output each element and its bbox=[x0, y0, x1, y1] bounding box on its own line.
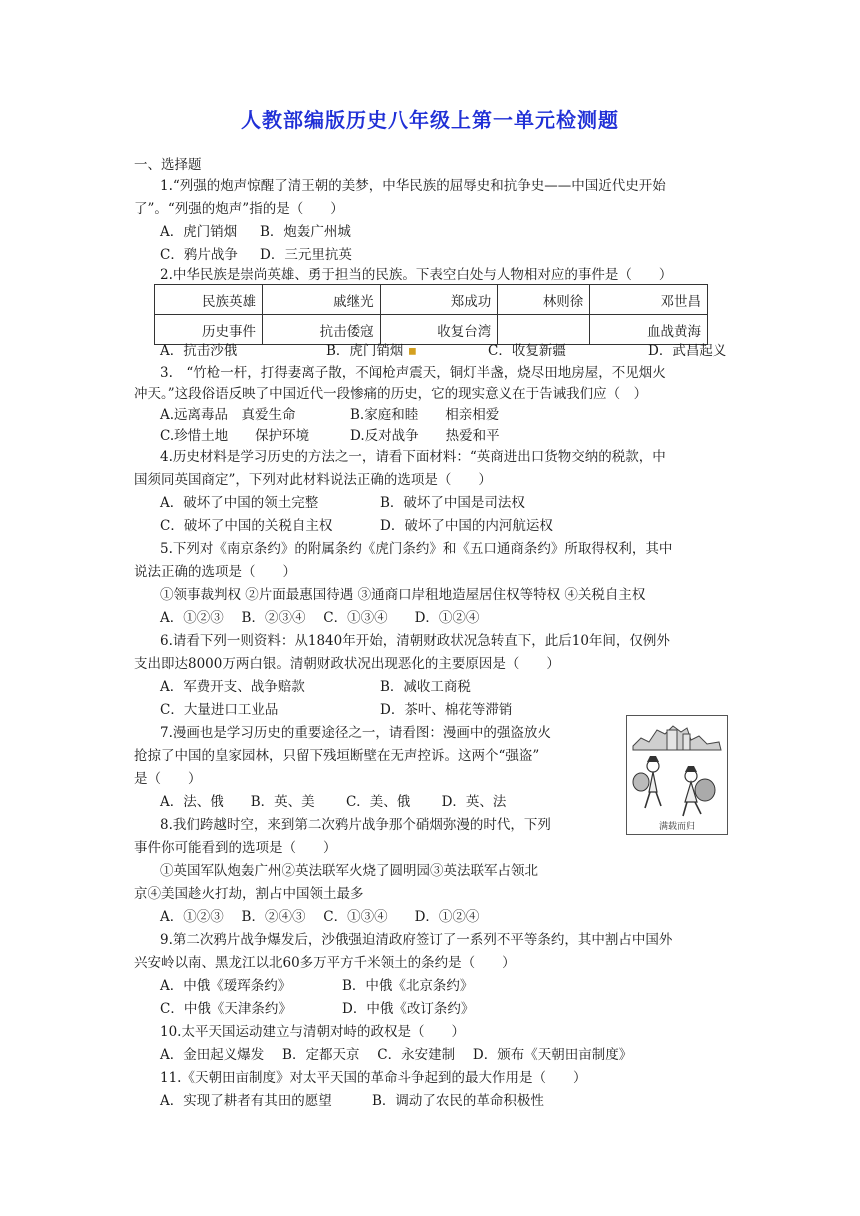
table-cell: 血战黄海 bbox=[590, 315, 708, 345]
question-11-stem: 11.《天朝田亩制度》对太平天国的革命斗争起到的最大作用是（ ） bbox=[160, 1070, 587, 1086]
question-11-options bbox=[160, 1092, 544, 1110]
question-4-stem-cont: 国须同英国商定”，下列对此材料说法正确的选项是（ ） bbox=[134, 472, 492, 488]
question-5-items: ①领事裁判权 ②片面最惠国待遇 ③通商口岸租地造屋居住权等特权 ④关税自主权 bbox=[160, 587, 646, 603]
question-4-stem: 4.历史材料是学习历史的方法之一，请看下面材料：“英商进出口货物交纳的税款，中 bbox=[160, 449, 666, 465]
q4-option-b[interactable]: B．破坏了中国是司法权 bbox=[380, 495, 525, 511]
q9-option-d[interactable]: D．中俄《改订条约》 bbox=[342, 1001, 475, 1017]
question-1-stem-cont: 了”。“列强的炮声”指的是（ ） bbox=[134, 201, 344, 217]
q6-option-c[interactable]: C．大量进口工业品 bbox=[160, 702, 279, 718]
question-3-options-row1 bbox=[160, 406, 499, 424]
table-cell: 民族英雄 bbox=[155, 285, 263, 315]
q6-option-d[interactable]: D．茶叶、棉花等滞销 bbox=[380, 702, 513, 718]
q11-option-a[interactable]: A．实现了耕者有其田的愿望 bbox=[160, 1093, 332, 1109]
table-row bbox=[155, 285, 708, 315]
cartoon-caption: 满载而归 bbox=[658, 822, 696, 832]
table-cell: 郑成功 bbox=[380, 285, 498, 315]
table-cell: 邓世昌 bbox=[590, 285, 708, 315]
question-9-options-row1 bbox=[160, 977, 473, 995]
question-9-options-row2 bbox=[160, 1000, 474, 1018]
q2-option-b[interactable] bbox=[326, 342, 488, 360]
question-5-options[interactable]: A．①②③ B．②③④ C．①③④ D．①②④ bbox=[160, 610, 480, 626]
q3-option-c[interactable]: C.珍惜土地 保护环境 bbox=[160, 428, 310, 444]
question-3-stem: 3. “竹枪一杆，打得妻离子散，不闻枪声震天，铜灯半盏，烧尽田地房屋，不见烟火 bbox=[160, 365, 666, 381]
q3-option-d[interactable]: D.反对战争 热爱和平 bbox=[350, 428, 500, 444]
q2-option-b-label: B．虎门销烟 bbox=[326, 343, 404, 359]
q9-option-c[interactable]: C．中俄《天津条约》 bbox=[160, 1001, 292, 1017]
question-8-options[interactable]: A．①②③ B．②④③ C．①③④ D．①②④ bbox=[160, 909, 480, 925]
question-2-options bbox=[160, 342, 726, 360]
q4-option-a[interactable]: A．破坏了中国的领土完整 bbox=[160, 495, 319, 511]
q2-option-d[interactable]: D．武昌起义 bbox=[648, 343, 727, 359]
q1-option-d[interactable]: D．三元里抗英 bbox=[260, 247, 352, 263]
question-1-options-row1 bbox=[160, 223, 351, 241]
question-8-items: ①英国军队炮轰广州②英法联军火烧了圆明园③英法联军占领北 bbox=[160, 863, 538, 879]
question-6-stem: 6.请看下列一则资料：从1840年开始，清朝财政状况急转直下，此后10年间，仅例外 bbox=[160, 633, 670, 649]
q3-option-b[interactable]: B.家庭和睦 相亲相爱 bbox=[350, 407, 500, 423]
table-row bbox=[155, 315, 708, 345]
q1-option-a[interactable]: A．虎门销烟 bbox=[160, 224, 238, 240]
q2-option-c[interactable]: C．收复新疆 bbox=[488, 343, 566, 359]
question-6-stem-cont: 支出即达8000万两白银。清朝财政状况出现恶化的主要原因是（ ） bbox=[134, 656, 560, 672]
table-cell: 历史事件 bbox=[155, 315, 263, 345]
question-1-options-row2 bbox=[160, 246, 352, 264]
q9-option-b[interactable]: B．中俄《北京条约》 bbox=[342, 978, 474, 994]
table-cell: 收复台湾 bbox=[380, 315, 498, 345]
q2-option-a[interactable]: A．抗击沙俄 bbox=[160, 343, 238, 359]
q4-option-c[interactable]: C．破坏了中国的关税自主权 bbox=[160, 518, 333, 534]
question-6-options-row2 bbox=[160, 701, 512, 719]
cartoon-image bbox=[626, 715, 728, 835]
question-4-options-row2 bbox=[160, 517, 553, 535]
page-title: 人教部编版历史八年级上第一单元检测题 bbox=[241, 108, 619, 132]
question-1-stem: 1.“列强的炮声惊醒了清王朝的美梦，中华民族的屈辱史和抗争史——中国近代史开始 bbox=[160, 178, 666, 194]
question-5-stem: 5.下列对《南京条约》的附属条约《虎门条约》和《五口通商条约》所取得权利，其中 bbox=[160, 541, 673, 557]
question-7-options[interactable]: A．法、俄 B．英、美 C．美、俄 D．英、法 bbox=[160, 794, 507, 810]
marker-dot-icon: ▪ bbox=[407, 343, 417, 359]
question-3-options-row2 bbox=[160, 427, 500, 445]
question-7-stem: 7.漫画也是学习历史的重要途径之一，请看图：漫画中的强盗放火 bbox=[160, 725, 551, 741]
question-3-stem-cont: 冲天。”这段俗语反映了中国近代一段惨痛的历史，它的现实意义在于告诫我们应（ ） bbox=[134, 386, 648, 402]
q6-option-b[interactable]: B．减收工商税 bbox=[380, 679, 471, 695]
question-8-stem: 8.我们跨越时空，来到第二次鸦片战争那个硝烟弥漫的时代，下列 bbox=[160, 817, 551, 833]
hero-event-table bbox=[154, 284, 708, 345]
q3-option-a[interactable]: A.远离毒品 真爱生命 bbox=[160, 407, 296, 423]
section-heading: 一、选择题 bbox=[134, 157, 202, 173]
q6-option-a[interactable]: A．军费开支、战争赔款 bbox=[160, 679, 305, 695]
question-2-stem: 2.中华民族是崇尚英雄、勇于担当的民族。下表空白处与人物相对应的事件是（ ） bbox=[160, 267, 673, 283]
q11-option-b[interactable]: B．调动了农民的革命积极性 bbox=[372, 1093, 544, 1109]
table-cell: 戚继光 bbox=[263, 285, 381, 315]
q1-option-c[interactable]: C．鸦片战争 bbox=[160, 247, 238, 263]
question-5-stem-cont: 说法正确的选项是（ ） bbox=[134, 564, 296, 580]
question-9-stem: 9.第二次鸦片战争爆发后，沙俄强迫清政府签订了一系列不平等条约，其中割占中国外 bbox=[160, 932, 673, 948]
q9-option-a[interactable]: A．中俄《瑷珲条约》 bbox=[160, 978, 292, 994]
table-cell-blank bbox=[498, 315, 590, 345]
question-7-stem-cont: 抢掠了中国的皇家园林，只留下残垣断壁在无声控诉。这两个“强盗” bbox=[134, 748, 540, 764]
question-7-stem-cont2: 是（ ） bbox=[134, 771, 202, 787]
q4-option-d[interactable]: D．破坏了中国的内河航运权 bbox=[380, 518, 553, 534]
table-cell: 抗击倭寇 bbox=[263, 315, 381, 345]
q1-option-b[interactable]: B．炮轰广州城 bbox=[260, 224, 351, 240]
cartoon-illustration bbox=[627, 716, 727, 834]
table-cell: 林则徐 bbox=[498, 285, 590, 315]
question-4-options-row1 bbox=[160, 494, 525, 512]
question-10-options[interactable]: A．金田起义爆发 B．定都天京 C．永安建制 D．颁布《天朝田亩制度》 bbox=[160, 1047, 633, 1063]
question-8-stem-cont: 事件你可能看到的选项是（ ） bbox=[134, 840, 337, 856]
question-8-items-cont: 京④美国趁火打劫，割占中国领土最多 bbox=[134, 886, 364, 902]
question-10-stem: 10.太平天国运动建立与清朝对峙的政权是（ ） bbox=[160, 1024, 465, 1040]
question-9-stem-cont: 兴安岭以南、黑龙江以北60多万平方千米领土的条约是（ ） bbox=[134, 955, 516, 971]
question-6-options-row1 bbox=[160, 678, 471, 696]
